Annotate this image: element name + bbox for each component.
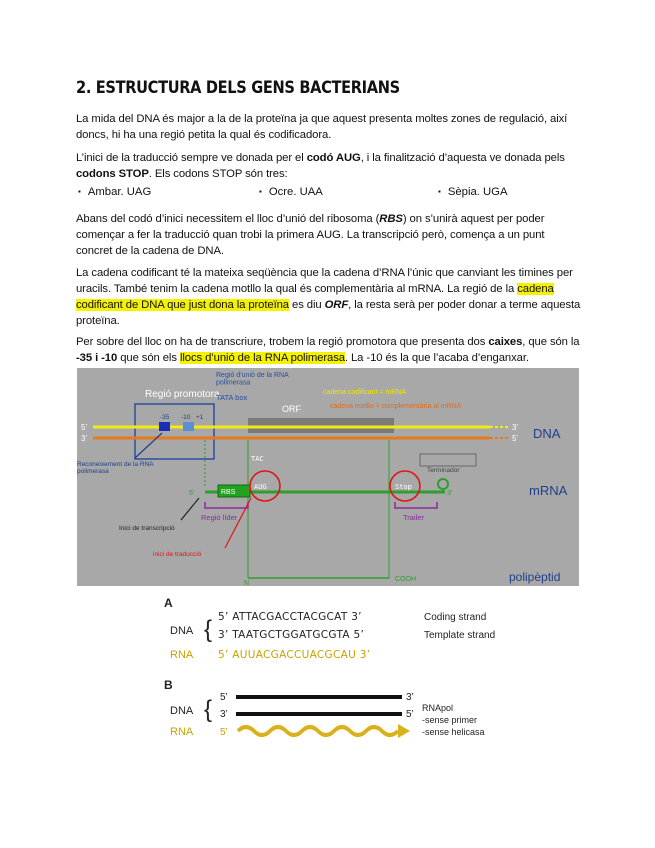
trailer-label: Trailer xyxy=(403,513,424,522)
minus10-label: -10 xyxy=(181,414,191,421)
p4-b: es diu xyxy=(289,299,325,311)
gene-structure-diagram xyxy=(77,368,579,586)
mrna-5-prime: 5’ xyxy=(189,490,195,497)
rna-wave xyxy=(238,727,398,735)
tl-start-label: inici de traducció xyxy=(153,551,202,558)
tx-start-label: Inici de transcripció xyxy=(119,525,175,532)
tac-label: TAC xyxy=(251,455,264,463)
paragraph-coding-strand xyxy=(76,265,582,329)
paragraph-dna-size xyxy=(76,111,582,143)
tata-box-label: TATA box xyxy=(216,393,248,402)
wrapped-line: polimerasa xyxy=(216,379,251,387)
codon-sepia: ▪ Sèpia. UGA xyxy=(438,186,508,198)
p3-rbs: RBS xyxy=(379,213,403,225)
wrapped-line: polimerasa xyxy=(77,468,109,476)
polypeptide-label: polipèptid xyxy=(509,570,561,584)
p4-orf: ORF xyxy=(324,299,349,311)
orf-label: ORF xyxy=(282,404,301,414)
coding-strand-text: Coding strand xyxy=(424,612,487,623)
panel-b-rna-label: RNA xyxy=(170,726,194,738)
p5-a: Per sobre del lloc on ha de transcriure, trobem la regió promotora que presenta dos xyxy=(76,336,489,348)
dna-3-prime: 3’ xyxy=(512,423,519,432)
p5-boxes: -35 i -10 xyxy=(76,352,118,364)
rna-sequence: 5’ AUUACGACCUACGCAU 3’ xyxy=(218,649,371,661)
p4-d: , la resta serà per poder donar a terme aquesta proteïna. xyxy=(76,299,581,327)
panel-a-dna-label: DNA xyxy=(170,625,194,637)
panel-b-brace: { xyxy=(204,696,213,723)
stop-codon-list xyxy=(76,186,582,202)
template-strand-text: Template strand xyxy=(424,630,496,641)
p5-caixes: caixes xyxy=(488,336,523,348)
p3-a: Abans del codó d’inici necessitem el lloc d’unió del ribosoma ( xyxy=(76,213,380,225)
p5-c: , que són la xyxy=(522,336,580,348)
b-bottom-5-prime: 5’ xyxy=(406,709,414,720)
paragraph-rbs xyxy=(76,211,582,259)
panel-a-brace: { xyxy=(204,616,213,643)
p2-aug: codó AUG xyxy=(306,152,361,164)
dna-5-prime: 5’ xyxy=(81,423,88,432)
p3-c: ) on s’unirà aquest per poder començar a fer la traducció quan trobi la primera AUG. La transcripció però, comença a un punt concret de la cadena de DNA. xyxy=(76,213,545,257)
n-terminus-label: N xyxy=(244,580,250,586)
dna-5-prime-right: 5’ xyxy=(512,434,519,443)
p2-stop: codons STOP xyxy=(76,168,149,180)
coding-strand-label: cadena codificant = mRNA xyxy=(323,389,407,396)
mrna-label: mRNA xyxy=(529,483,568,498)
panel-b-label: B xyxy=(164,678,173,692)
codon-ambar: ▪ Ambar. UAG xyxy=(78,186,151,198)
strand-comparison-diagram xyxy=(160,593,510,743)
panel-a-rna-label: RNA xyxy=(170,649,194,661)
p5-highlight: llocs d’unió de la RNA polimerasa xyxy=(179,352,345,364)
cooh-label: COOH xyxy=(395,576,416,583)
template-strand-label: cadena motllo = complementària al mRNA xyxy=(330,403,462,410)
stop-label: Stop xyxy=(395,483,412,491)
p5-f: . La -10 és la que l’acaba d’enganxar. xyxy=(344,352,529,364)
p2-a: L’inici de la traducció sempre ve donada per el xyxy=(76,152,307,164)
p2-c: , i la finalització d’aquesta ve donada pels xyxy=(360,152,565,164)
leader-label: Regió líder xyxy=(201,513,238,522)
mrna-3-prime: 3’ xyxy=(447,490,453,497)
box-minus10 xyxy=(183,422,194,431)
b-rna-5-prime: 5’ xyxy=(220,727,228,738)
dna-label: DNA xyxy=(533,426,561,441)
codon-ocre: ▪ Ocre. UAA xyxy=(259,186,323,198)
aug-label: AUG xyxy=(254,483,267,491)
panel-b-dna-label: DNA xyxy=(170,705,194,717)
sense-primer-label: -sense primer xyxy=(422,715,478,725)
p5-e: que són els xyxy=(117,352,180,364)
terminator-label: Terminador xyxy=(427,467,460,474)
p2-e: . Els codons STOP són tres: xyxy=(148,168,288,180)
paragraph-translation xyxy=(76,150,582,182)
rna-arrowhead xyxy=(398,724,410,738)
rnapol-label: RNApol xyxy=(422,703,454,713)
template-sequence: 3’ TAATGCTGGATGCGTA 5’ xyxy=(218,629,365,641)
paragraph-promoter xyxy=(76,334,582,366)
p4-highlight: cadena codificant de DNA que just dona la proteïna xyxy=(76,283,554,311)
wrapped-line: Reconeixement de la RNA xyxy=(77,461,154,468)
box-minus35 xyxy=(159,422,170,431)
promoter-label: Regió promotora xyxy=(145,389,220,400)
dna-3-prime-bottom: 3’ xyxy=(81,434,88,443)
minus35-label: -35 xyxy=(160,414,170,421)
coding-sequence: 5’ ATTACGACCTACGCAT 3’ xyxy=(218,611,362,623)
p4-a: La cadena codificant té la mateixa seqüència que la cadena d’RNA l’únic que canviant les timines per uracils. També tenim la cadena motllo la qual és complementària al mRNA. La regió de la xyxy=(76,267,573,295)
wrapped-line: Regió d’unió de la RNA xyxy=(216,372,289,379)
section-title: 2. ESTRUCTURA DELS GENS BACTERIANS xyxy=(76,78,400,98)
plus1-label: +1 xyxy=(196,414,204,421)
panel-a-label: A xyxy=(164,596,173,610)
b-top-3-prime: 3’ xyxy=(406,692,414,703)
rbs-label: RBS xyxy=(221,489,236,496)
sense-helicasa-label: -sense helicasa xyxy=(422,727,485,737)
b-bottom-3-prime: 3’ xyxy=(220,709,228,720)
paragraph-dna-size-text: La mida del DNA és major a la de la proteïna ja que aquest presenta moltes zones de regulació, així doncs, hi ha una regió petita la qual és codificadora. xyxy=(76,113,568,141)
b-top-5-prime: 5’ xyxy=(220,692,228,703)
